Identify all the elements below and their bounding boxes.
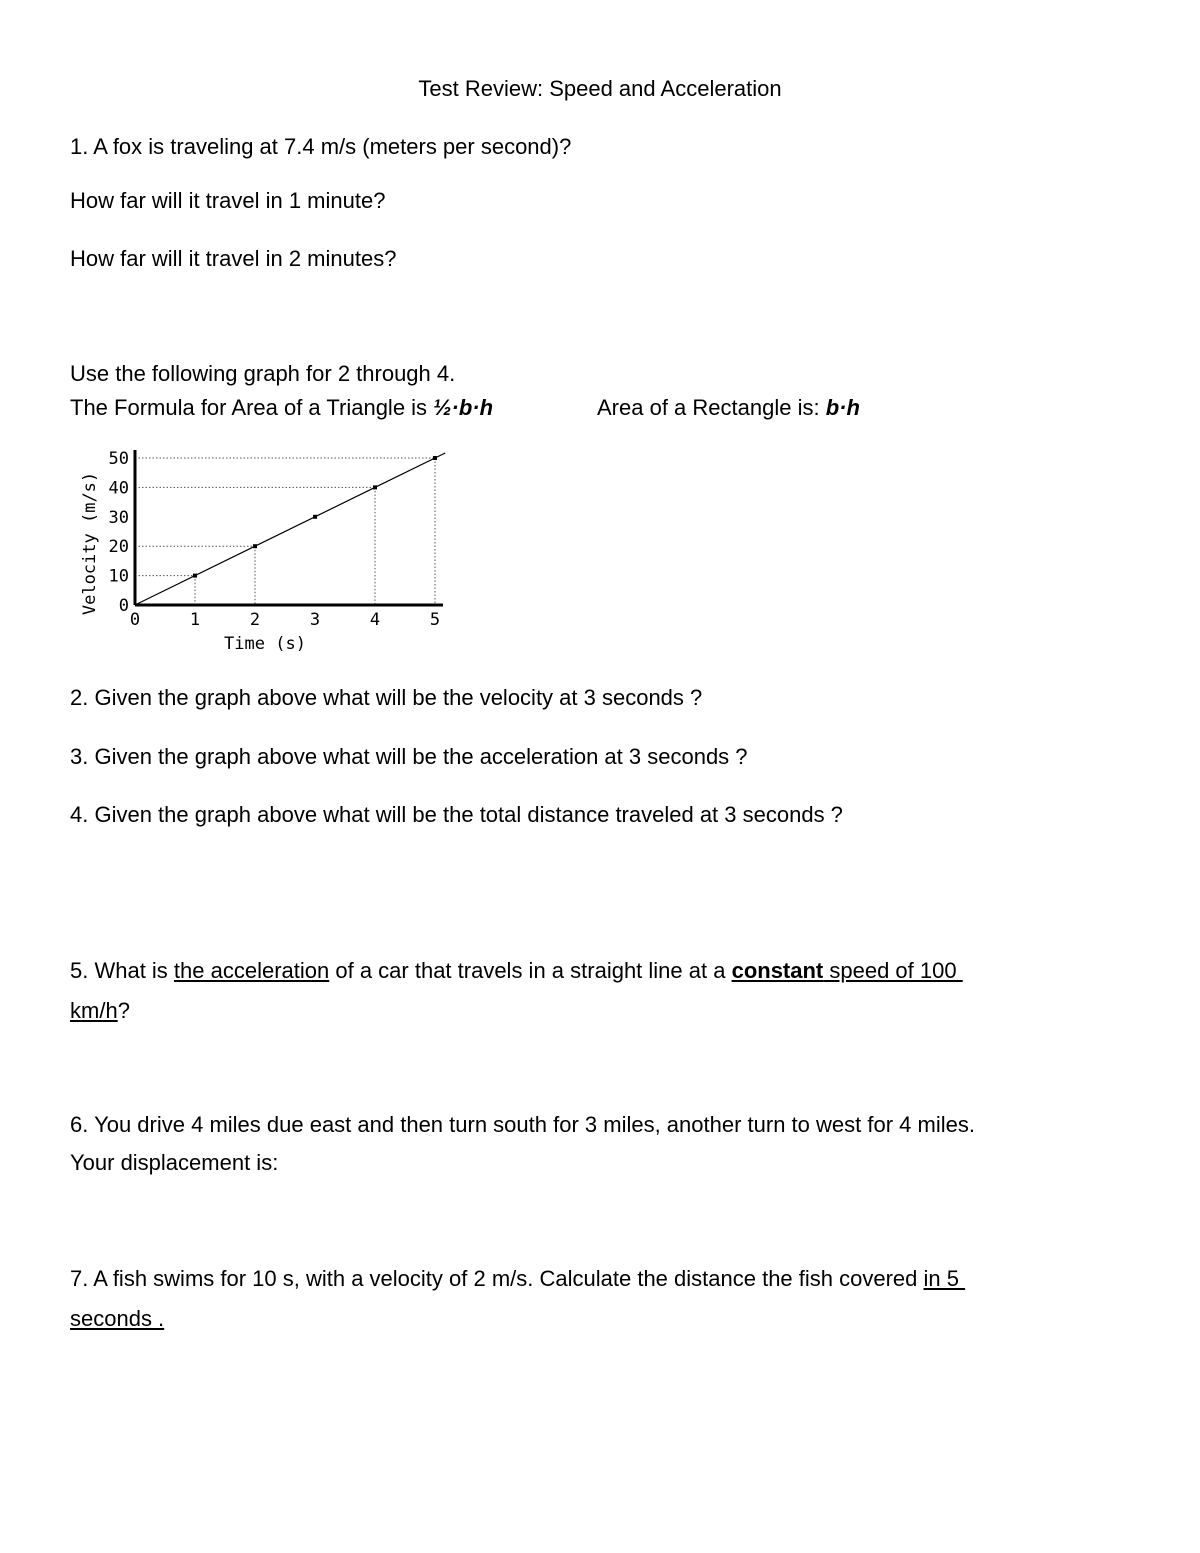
q5-text-1: 5. What is [70,958,174,983]
question-4: 4. Given the graph above what will be the total distance traveled at 3 seconds ? [70,802,843,827]
q5-underlined-units: km/h [70,998,118,1023]
q5-question-mark: ? [117,998,130,1023]
x-tick-label: 3 [309,610,321,630]
y-tick-label: 10 [108,566,129,587]
question-6-line-1: 6. You drive 4 miles due east and then turn south for 3 miles, another turn to west for 4 miles. [70,1112,975,1137]
y-tick-label: 20 [108,537,129,558]
y-tick-label: 40 [108,478,129,499]
data-point [193,574,197,578]
x-tick-label: 4 [369,610,381,630]
question-3: 3. Given the graph above what will be the acceleration at 3 seconds ? [70,744,748,769]
data-point [253,544,257,548]
rectangle-formula-label: Area of a Rectangle is: [597,395,826,420]
y-tick-label: 30 [108,507,129,528]
x-axis-title: Time (s) [224,634,306,654]
q5-bold-constant: constant [731,958,824,983]
y-tick-label: 50 [108,449,129,469]
data-point [433,456,437,460]
x-tick-label: 2 [249,610,261,630]
question-7-line-2 [70,1305,164,1333]
rectangle-formula-line [597,394,860,422]
velocity-time-chart [75,440,455,660]
q7-text: 7. A fish swims for 10 s, with a velocity of 2 m/s. Calculate the distance the fish covered [70,1266,924,1291]
x-tick-label: 5 [429,610,441,630]
question-1-part-a: How far will it travel in 1 minute? [70,188,386,213]
q5-text-2: of a car that travels in a straight line at a [329,958,732,983]
x-tick-label: 1 [189,610,201,630]
triangle-formula-line [70,394,493,422]
x-tick-label: 0 [129,610,141,630]
q7-underlined-2: seconds . [70,1306,165,1331]
y-tick-label: 0 [118,596,129,616]
question-5-line-1 [70,957,963,985]
question-1-part-b: How far will it travel in 2 minutes? [70,246,397,271]
q5-underlined-acceleration: the acceleration [173,958,330,983]
question-6-line-2: Your displacement is: [70,1150,279,1175]
q7-underlined-1: in 5 [923,1266,966,1291]
series-line [135,453,445,605]
page-title: Test Review: Speed and Acceleration [418,76,782,101]
graph-instructions: Use the following graph for 2 through 4. [70,361,456,386]
rectangle-formula: b·h [825,395,860,420]
triangle-formula: ½·b·h [433,395,494,420]
question-7-line-1 [70,1265,965,1293]
question-2: 2. Given the graph above what will be the velocity at 3 seconds ? [70,685,703,710]
q5-underlined-speed: speed of 100 [823,958,963,983]
question-5-line-2 [70,997,130,1025]
triangle-formula-label: The Formula for Area of a Triangle is [70,395,434,420]
data-point [313,515,317,519]
data-point [373,485,377,489]
question-1: 1. A fox is traveling at 7.4 m/s (meters per second)? [70,134,572,159]
y-axis-title: Velocity (m/s) [80,471,100,616]
